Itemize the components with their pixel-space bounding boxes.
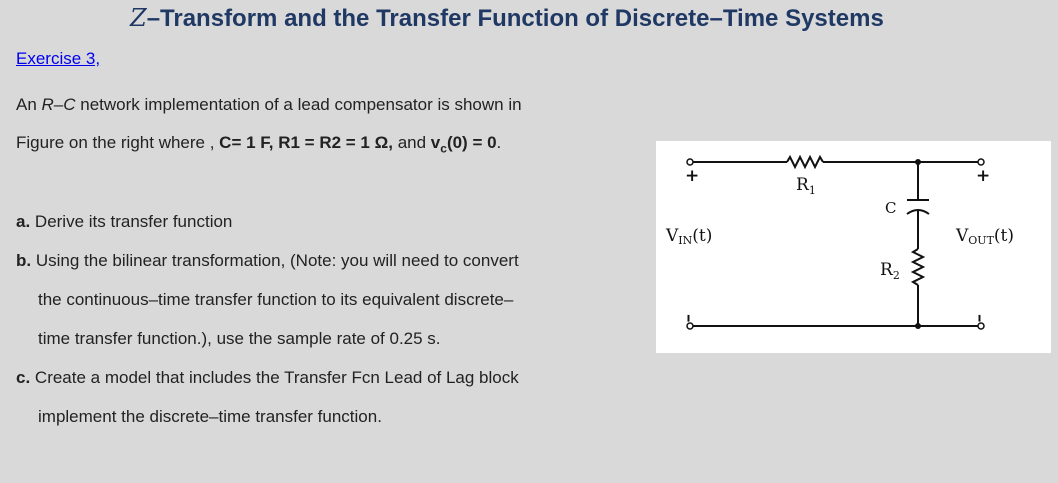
z-symbol: Z	[130, 4, 147, 32]
initial-condition	[430, 133, 497, 156]
page-title	[130, 4, 884, 33]
item-text: Using the bilinear transformation, (Note: you will need to convert	[31, 251, 519, 270]
r2-subscript: 2	[892, 269, 900, 282]
rc-term: R–C	[41, 95, 76, 114]
rc-circuit-diagram	[656, 141, 1051, 353]
vin-subscript: IN	[678, 234, 693, 247]
junction-bottom	[915, 323, 921, 329]
c-label: C	[885, 199, 897, 217]
item-b-cont-2: time transfer function.), use the sample rate of 0.25 s.	[38, 329, 441, 348]
intro-text: An	[16, 95, 42, 114]
vin-plus: +	[685, 166, 700, 186]
item-a	[16, 212, 232, 232]
item-b	[16, 251, 519, 271]
terminal-out-plus	[978, 159, 984, 165]
r1-label	[796, 175, 816, 197]
vin-minus: –	[679, 314, 699, 323]
r2-symbol: R	[880, 260, 893, 280]
vin-symbol: V	[666, 226, 679, 246]
r1-subscript: 1	[808, 184, 816, 197]
item-c-cont: implement the discrete–time transfer function.	[38, 407, 382, 426]
junction-top	[915, 159, 921, 165]
title-text: –Transform and the Transfer Function of Discrete–Time Systems	[146, 5, 884, 32]
intro-text: network implementation of a lead compensator is shown in	[75, 95, 522, 114]
item-label: a.	[16, 212, 31, 231]
item-text: Derive its transfer function	[30, 212, 233, 231]
vout-label	[955, 226, 1014, 247]
terminal-in-minus	[687, 323, 693, 329]
vout-plus: +	[976, 166, 991, 186]
resistor-r2	[913, 249, 923, 285]
circuit-figure	[656, 141, 1051, 353]
intro-text: .	[496, 133, 502, 152]
item-c	[16, 368, 519, 388]
intro-line-1	[16, 95, 522, 115]
initial-value: (0) = 0	[446, 133, 497, 152]
terminal-in-plus	[687, 159, 693, 165]
vin-arg: (t)	[692, 226, 713, 246]
r1-symbol: R	[796, 175, 809, 195]
vout-subscript: OUT	[968, 234, 994, 247]
vout-minus: –	[970, 314, 990, 323]
item-label: c.	[16, 368, 31, 387]
intro-line-2	[16, 133, 501, 155]
r2-label	[880, 260, 900, 282]
terminal-out-minus	[978, 323, 984, 329]
item-label: b.	[16, 251, 32, 270]
v-symbol: v	[430, 133, 441, 152]
exercise-link[interactable]: Exercise 3,	[16, 49, 101, 68]
resistor-r1	[787, 157, 823, 167]
item-text: Create a model that includes the Transfer Fcn Lead of Lag block	[30, 368, 519, 387]
item-b-cont-1: the continuous–time transfer function to its equivalent discrete–	[38, 290, 514, 309]
circuit-params: C= 1 F, R1 = R2 = 1 Ω,	[219, 133, 393, 152]
v-subscript: c	[440, 141, 447, 156]
vout-arg: (t)	[993, 226, 1015, 246]
vin-label	[665, 226, 712, 247]
vout-symbol: V	[956, 226, 969, 246]
intro-text: and	[392, 133, 431, 152]
intro-text: Figure on the right where ,	[16, 133, 220, 152]
